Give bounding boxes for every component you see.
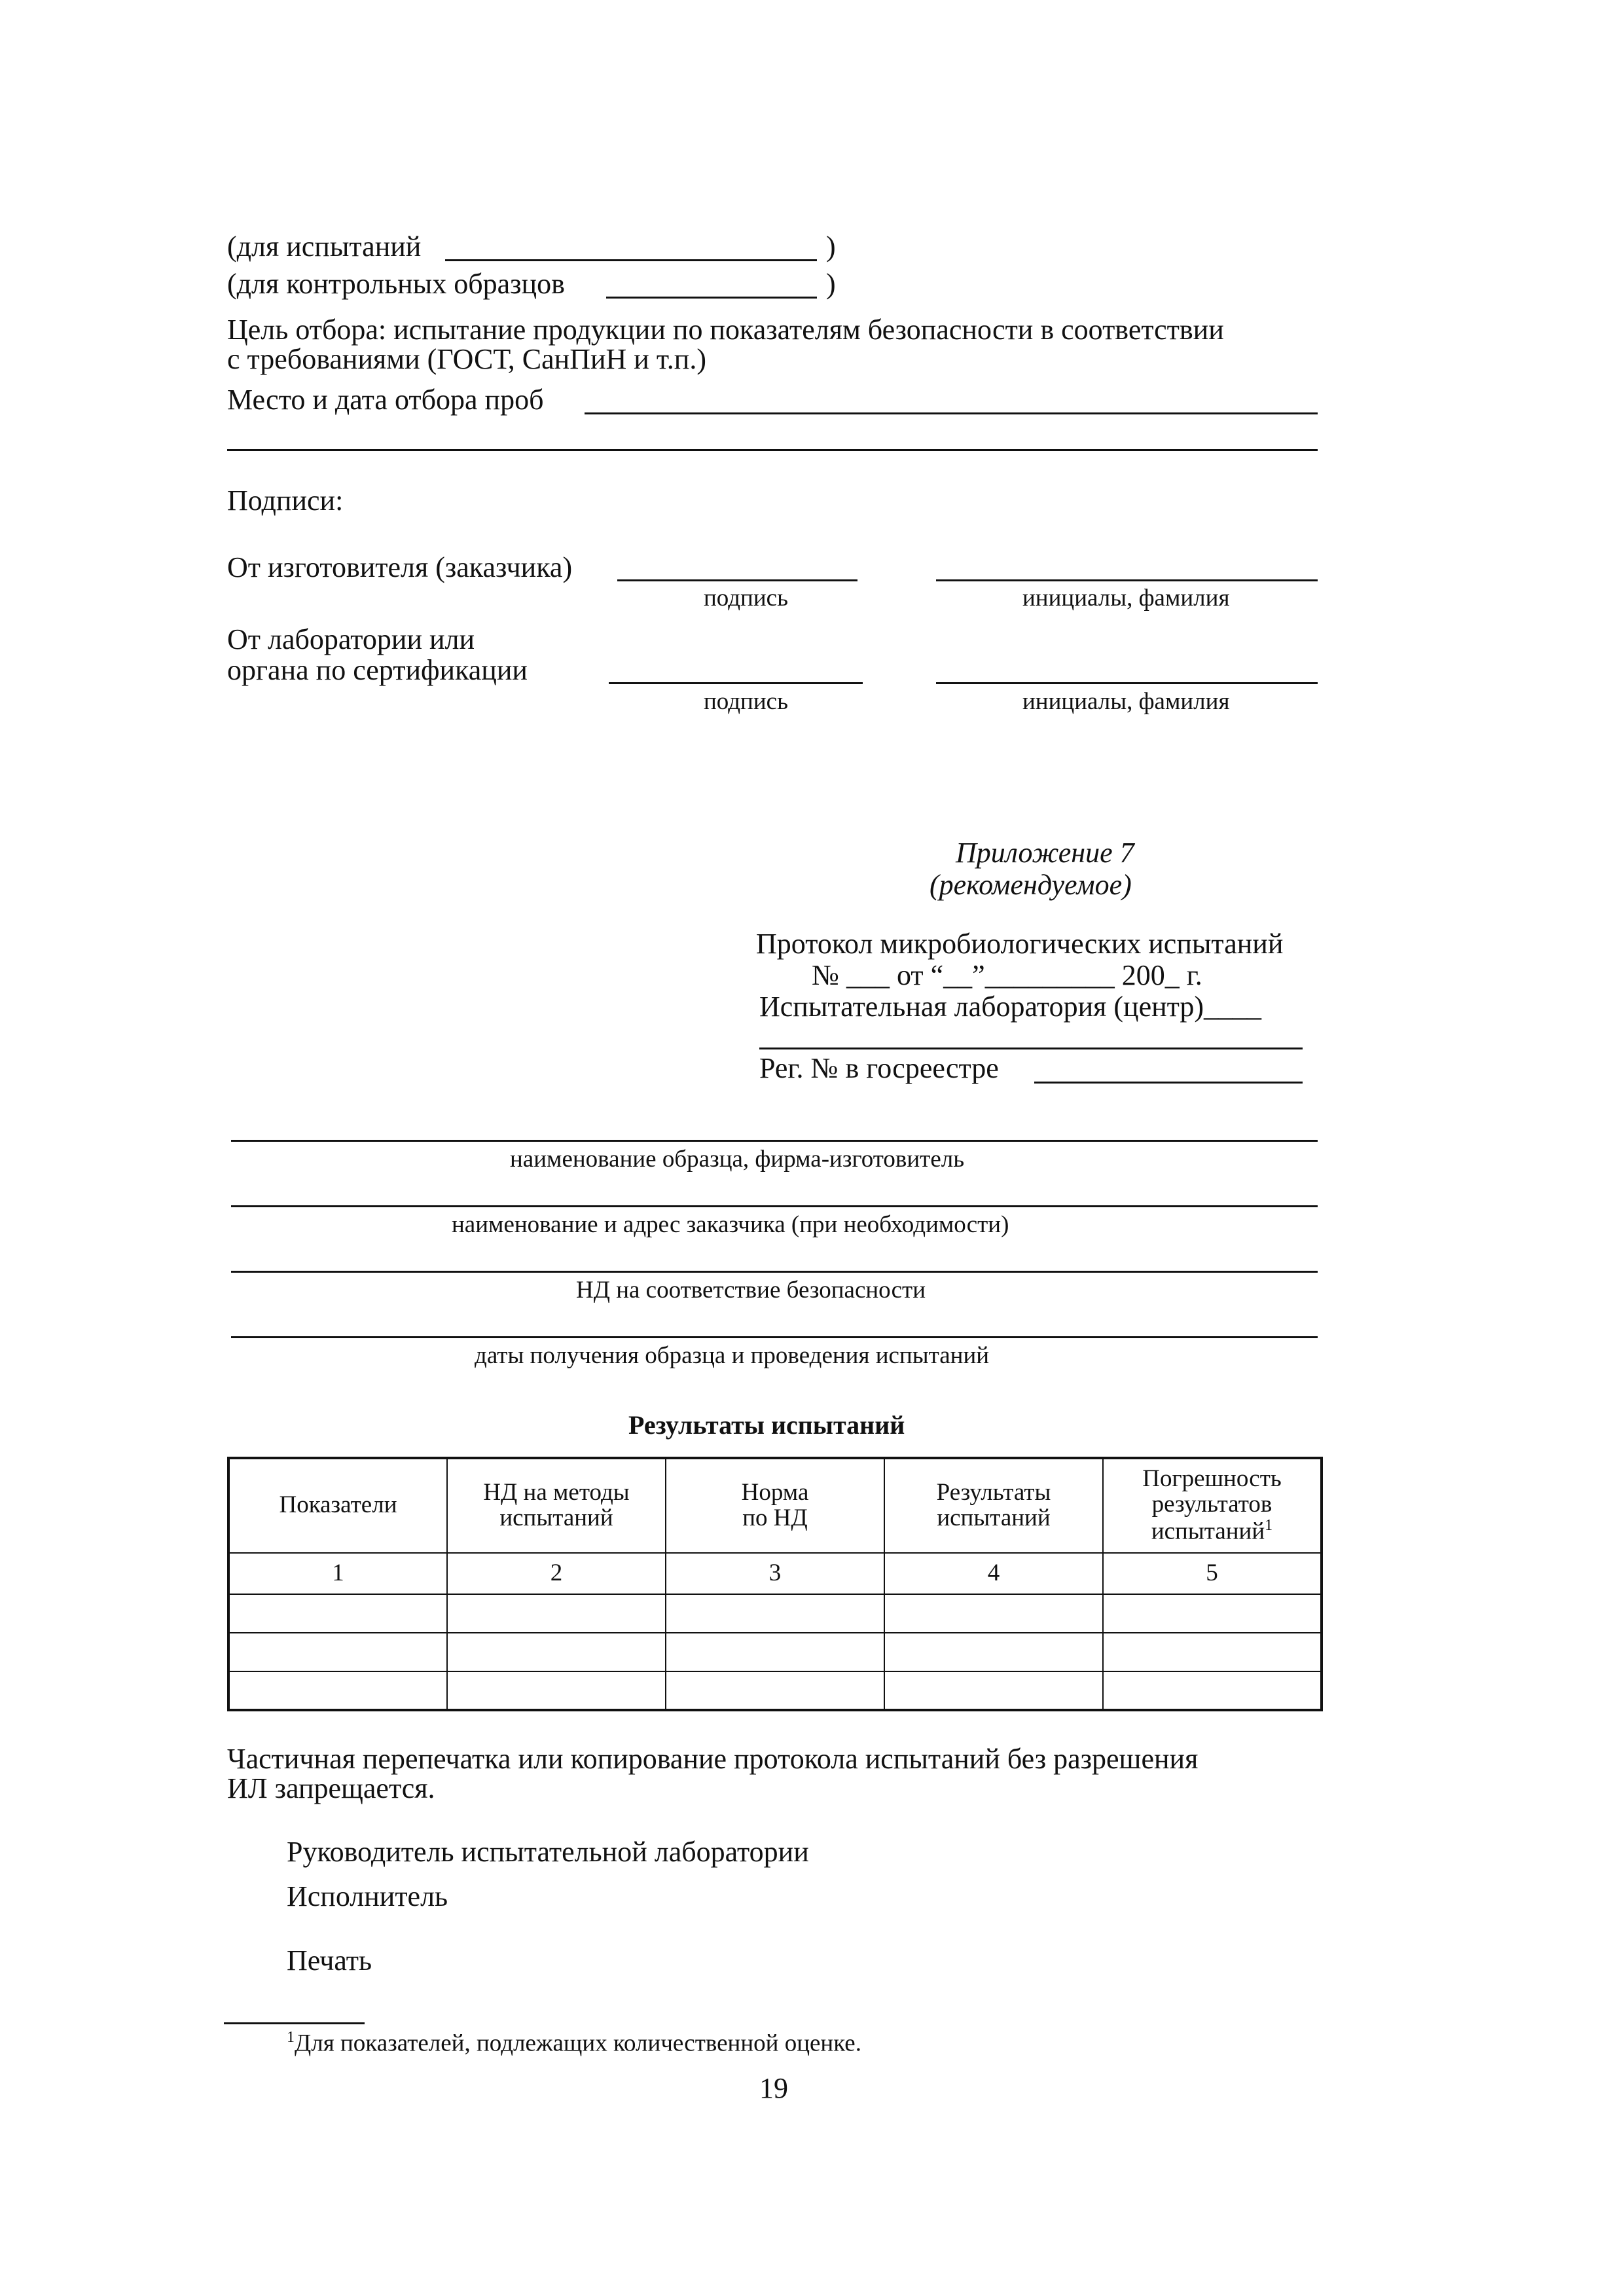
header-results-line-2: испытаний bbox=[937, 1504, 1051, 1531]
header-norm-line-1: Норма bbox=[741, 1478, 809, 1506]
stamp-label: Печать bbox=[287, 1944, 372, 1977]
initials-caption-2: инициалы, фамилия bbox=[1022, 688, 1230, 715]
footnote bbox=[287, 2030, 861, 2055]
footnote-text: Для показателей, подлежащих количественной оценке. bbox=[295, 2030, 861, 2057]
header-error-line-2: результатов bbox=[1151, 1491, 1272, 1518]
dates-blank-line bbox=[231, 1336, 1318, 1338]
table-cell bbox=[447, 1594, 666, 1633]
initials-caption-1: инициалы, фамилия bbox=[1022, 585, 1230, 611]
results-header-row bbox=[228, 1458, 1322, 1553]
lab-initials-line bbox=[936, 682, 1318, 684]
lab-signature-line bbox=[609, 682, 863, 684]
signatures-title: Подписи: bbox=[227, 484, 344, 517]
header-methods-line-1: НД на методы bbox=[483, 1478, 630, 1506]
table-cell bbox=[228, 1633, 447, 1671]
header-error-line-1: Погрешность bbox=[1142, 1465, 1282, 1493]
header-indicators-line-1: Показатели bbox=[279, 1491, 397, 1519]
column-number: 2 bbox=[447, 1553, 666, 1595]
protocol-number-line: № ___ от “__”_________ 200_ г. bbox=[812, 959, 1202, 991]
executor-label: Исполнитель bbox=[287, 1880, 448, 1912]
header-norm bbox=[666, 1458, 884, 1553]
header-norm-line-2: по НД bbox=[742, 1504, 808, 1531]
footnote-mark: 1 bbox=[287, 2029, 295, 2046]
table-cell bbox=[884, 1671, 1103, 1710]
dates-caption: даты получения образца и проведения испытаний bbox=[475, 1342, 990, 1369]
tests-line-label: (для испытаний bbox=[227, 230, 422, 263]
place-date-line bbox=[585, 412, 1318, 414]
manufacturer-initials-line bbox=[936, 579, 1318, 581]
appendix-title: Приложение 7 bbox=[956, 837, 1134, 869]
table-cell bbox=[884, 1594, 1103, 1633]
manufacturer-signature-line bbox=[617, 579, 857, 581]
column-number: 1 bbox=[228, 1553, 447, 1595]
table-cell bbox=[447, 1671, 666, 1710]
copy-notice-line-1: Частичная перепечатка или копирование протокола испытаний без разрешения bbox=[227, 1743, 1199, 1775]
protocol-reg-blank-line bbox=[1034, 1082, 1303, 1084]
signature-caption-2: подпись bbox=[704, 688, 788, 715]
protocol-reg-label: Рег. № в госреестре bbox=[759, 1052, 999, 1084]
table-cell bbox=[884, 1633, 1103, 1671]
results-table bbox=[227, 1457, 1323, 1711]
table-row bbox=[228, 1594, 1322, 1633]
table-cell bbox=[228, 1671, 447, 1710]
column-number: 5 bbox=[1103, 1553, 1322, 1595]
header-error bbox=[1103, 1458, 1322, 1553]
table-cell bbox=[447, 1633, 666, 1671]
nd-blank-line bbox=[231, 1271, 1318, 1273]
table-row bbox=[228, 1671, 1322, 1710]
controls-blank-line bbox=[606, 297, 817, 299]
purpose-line-1: Цель отбора: испытание продукции по показателям безопасности в соответствии bbox=[227, 314, 1224, 346]
from-lab-line-2: органа по сертификации bbox=[227, 654, 528, 686]
table-cell bbox=[1103, 1633, 1322, 1671]
header-error-line-3-text: испытаний bbox=[1151, 1518, 1265, 1545]
results-number-row bbox=[228, 1553, 1322, 1595]
customer-blank-line bbox=[231, 1205, 1318, 1207]
table-cell bbox=[666, 1671, 884, 1710]
table-cell bbox=[666, 1633, 884, 1671]
table-cell bbox=[666, 1594, 884, 1633]
head-of-lab-label: Руководитель испытательной лаборатории bbox=[287, 1836, 809, 1868]
tests-line-close: ) bbox=[826, 230, 836, 263]
appendix-subtitle: (рекомендуемое) bbox=[929, 869, 1132, 901]
footnote-separator bbox=[224, 2022, 365, 2024]
from-lab-line-1: От лаборатории или bbox=[227, 623, 475, 655]
page-number: 19 bbox=[759, 2072, 788, 2104]
place-date-label: Место и дата отбора проб bbox=[227, 384, 544, 416]
header-results bbox=[884, 1458, 1103, 1553]
purpose-line-2: с требованиями (ГОСТ, СанПиН и т.п.) bbox=[227, 343, 706, 375]
protocol-lab-line: Испытательная лаборатория (центр)____ bbox=[759, 991, 1262, 1023]
tests-blank-line bbox=[445, 259, 817, 261]
protocol-title: Протокол микробиологических испытаний bbox=[756, 928, 1284, 960]
table-row bbox=[228, 1633, 1322, 1671]
place-date-line-2 bbox=[227, 449, 1318, 451]
header-methods-line-2: испытаний bbox=[499, 1504, 613, 1531]
table-cell bbox=[1103, 1594, 1322, 1633]
header-error-footnote-mark: 1 bbox=[1265, 1517, 1273, 1534]
controls-line-close: ) bbox=[826, 268, 836, 300]
table-cell bbox=[1103, 1671, 1322, 1710]
controls-line-label: (для контрольных образцов bbox=[227, 268, 565, 300]
customer-caption: наименование и адрес заказчика (при необходимости) bbox=[452, 1211, 1009, 1238]
table-cell bbox=[228, 1594, 447, 1633]
header-error-line-3 bbox=[1104, 1518, 1320, 1544]
header-methods bbox=[447, 1458, 666, 1553]
header-indicators bbox=[228, 1458, 447, 1553]
nd-caption: НД на соответствие безопасности bbox=[576, 1277, 926, 1303]
from-manufacturer-label: От изготовителя (заказчика) bbox=[227, 551, 573, 583]
sample-blank-line bbox=[231, 1140, 1318, 1142]
copy-notice-line-2: ИЛ запрещается. bbox=[227, 1772, 435, 1804]
header-results-line-1: Результаты bbox=[936, 1478, 1051, 1506]
signature-caption-1: подпись bbox=[704, 585, 788, 611]
column-number: 3 bbox=[666, 1553, 884, 1595]
sample-caption: наименование образца, фирма-изготовитель bbox=[510, 1146, 965, 1173]
column-number: 4 bbox=[884, 1553, 1103, 1595]
results-title: Результаты испытаний bbox=[628, 1410, 905, 1440]
protocol-lab-blank-line bbox=[759, 1048, 1303, 1049]
